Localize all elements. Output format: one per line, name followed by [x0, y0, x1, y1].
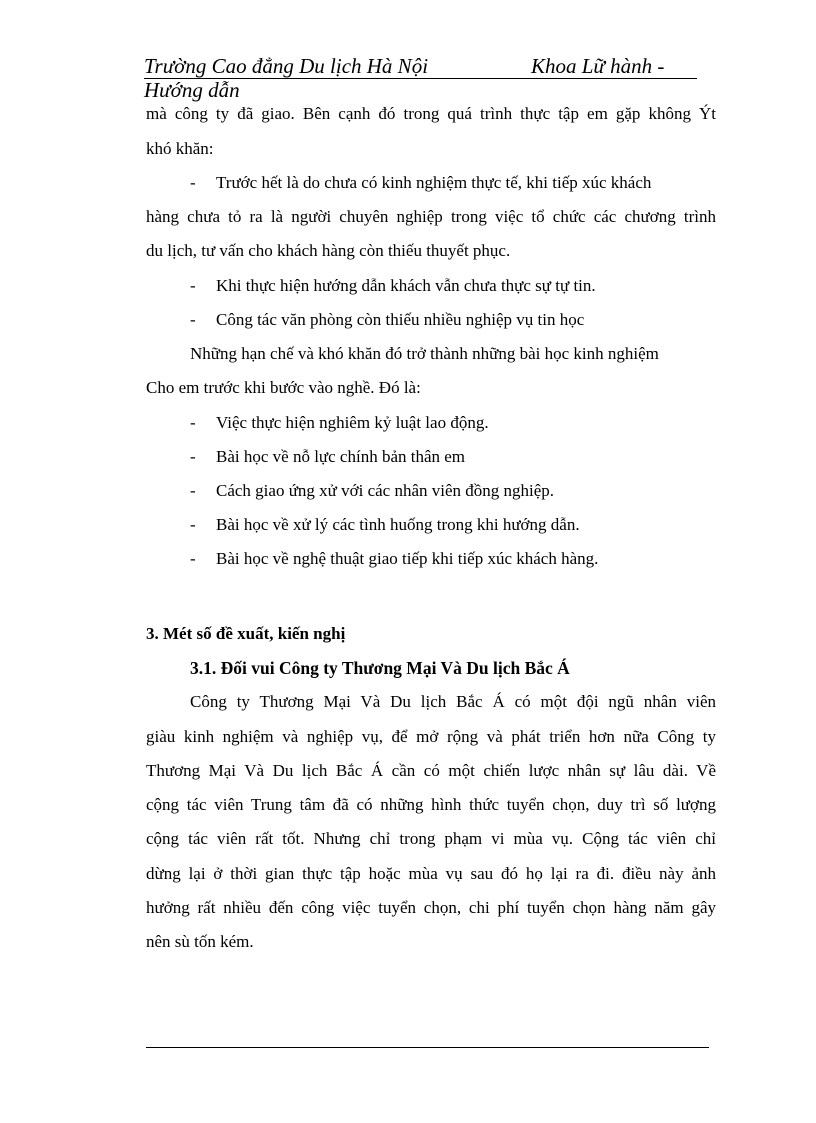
bullet-item [190, 276, 596, 296]
paragraph-line: nên sù tốn kém. [146, 932, 254, 951]
bullet-dash: - [190, 481, 196, 500]
bullet-dash: - [190, 276, 196, 295]
bullet-dash: - [190, 549, 196, 568]
paragraph-line: Cho em trước khi bước vào nghề. Đó là: [146, 378, 421, 397]
lesson-item [190, 413, 489, 433]
lesson-text: Cách giao ứng xử với các nhân viên đồng nghiệp. [216, 481, 555, 500]
lesson-text: Bài học về nghệ thuật giao tiếp khi tiếp xúc khách hàng. [216, 549, 599, 568]
paragraph-line: mà công ty đã giao. Bên cạnh đó trong quá trình thực tập em gặp không Ýt [146, 104, 716, 123]
lesson-text: Bài học về xử lý các tình huống trong khi hướng dẫn. [216, 515, 580, 534]
lesson-item [190, 447, 465, 467]
bullet-dash: - [190, 310, 196, 329]
bullet-text: Khi thực hiện hướng dẫn khách vẫn chưa thực sự tự tin. [216, 276, 596, 295]
paragraph-line: cộng tác viên Trung tâm đã có những hình thức tuyển chọn, duy trì số lượng [146, 795, 716, 814]
section-heading: 3. Mét số đề xuất, kiến nghị [146, 624, 346, 643]
paragraph-line: Những hạn chế và khó khăn đó trở thành những bài học kinh nghiệm [190, 344, 659, 363]
bullet-item [190, 173, 651, 193]
bullet-dash: - [190, 447, 196, 466]
paragraph-line: khó khăn: [146, 139, 214, 158]
header-school-name: Trường Cao đẳng Du lịch Hà Nội [144, 54, 429, 78]
bullet-text: Trước hết là do chưa có kinh nghiệm thực tế, khi tiếp xúc khách [216, 173, 652, 192]
paragraph-line: hưởng rất nhiều đến công việc tuyển chọn, chi phí tuyển chọn hàng năm gây [146, 898, 716, 917]
lesson-text: Việc thực hiện nghiêm kỷ luật lao động. [216, 413, 489, 432]
footer-rule [146, 1047, 709, 1048]
paragraph-line: Thương Mại Và Du lịch Bắc Á cần có một chiến lược nhân sự lâu dài. Về [146, 761, 716, 780]
bullet-dash: - [190, 413, 196, 432]
header-faculty-continuation: Hướng dẫn [144, 78, 240, 102]
lesson-text: Bài học về nỗ lực chính bản thân em [216, 447, 466, 466]
lesson-item [190, 481, 554, 501]
bullet-item [190, 310, 584, 330]
lesson-item [190, 515, 580, 535]
subsection-heading: 3.1. Đối vui Công ty Thương Mại Và Du lịch Bắc Á [190, 658, 570, 678]
paragraph-line: du lịch, tư vấn cho khách hàng còn thiếu thuyết phục. [146, 241, 511, 260]
bullet-text: Công tác văn phòng còn thiếu nhiều nghiệp vụ tin học [216, 310, 585, 329]
paragraph-line: Công ty Thương Mại Và Du lịch Bắc Á có một đội ngũ nhân viên [190, 692, 716, 711]
bullet-dash: - [190, 515, 196, 534]
bullet-dash: - [190, 173, 196, 192]
paragraph-line: dừng lại ở thời gian thực tập hoặc mùa vụ sau đó họ lại ra đi. điều này ảnh [146, 864, 716, 883]
paragraph-line: giàu kinh nghiệm và nghiệp vụ, để mở rộng và phát triển hơn nữa Công ty [146, 727, 716, 746]
paragraph-line: cộng tác viên rất tốt. Nhưng chỉ trong phạm vi mùa vụ. Cộng tác viên chỉ [146, 829, 716, 848]
header-faculty-name: Khoa Lữ hành - [531, 54, 665, 78]
lesson-item [190, 549, 598, 569]
paragraph-line: hàng chưa tỏ ra là người chuyên nghiệp trong việc tổ chức các chương trình [146, 207, 716, 226]
